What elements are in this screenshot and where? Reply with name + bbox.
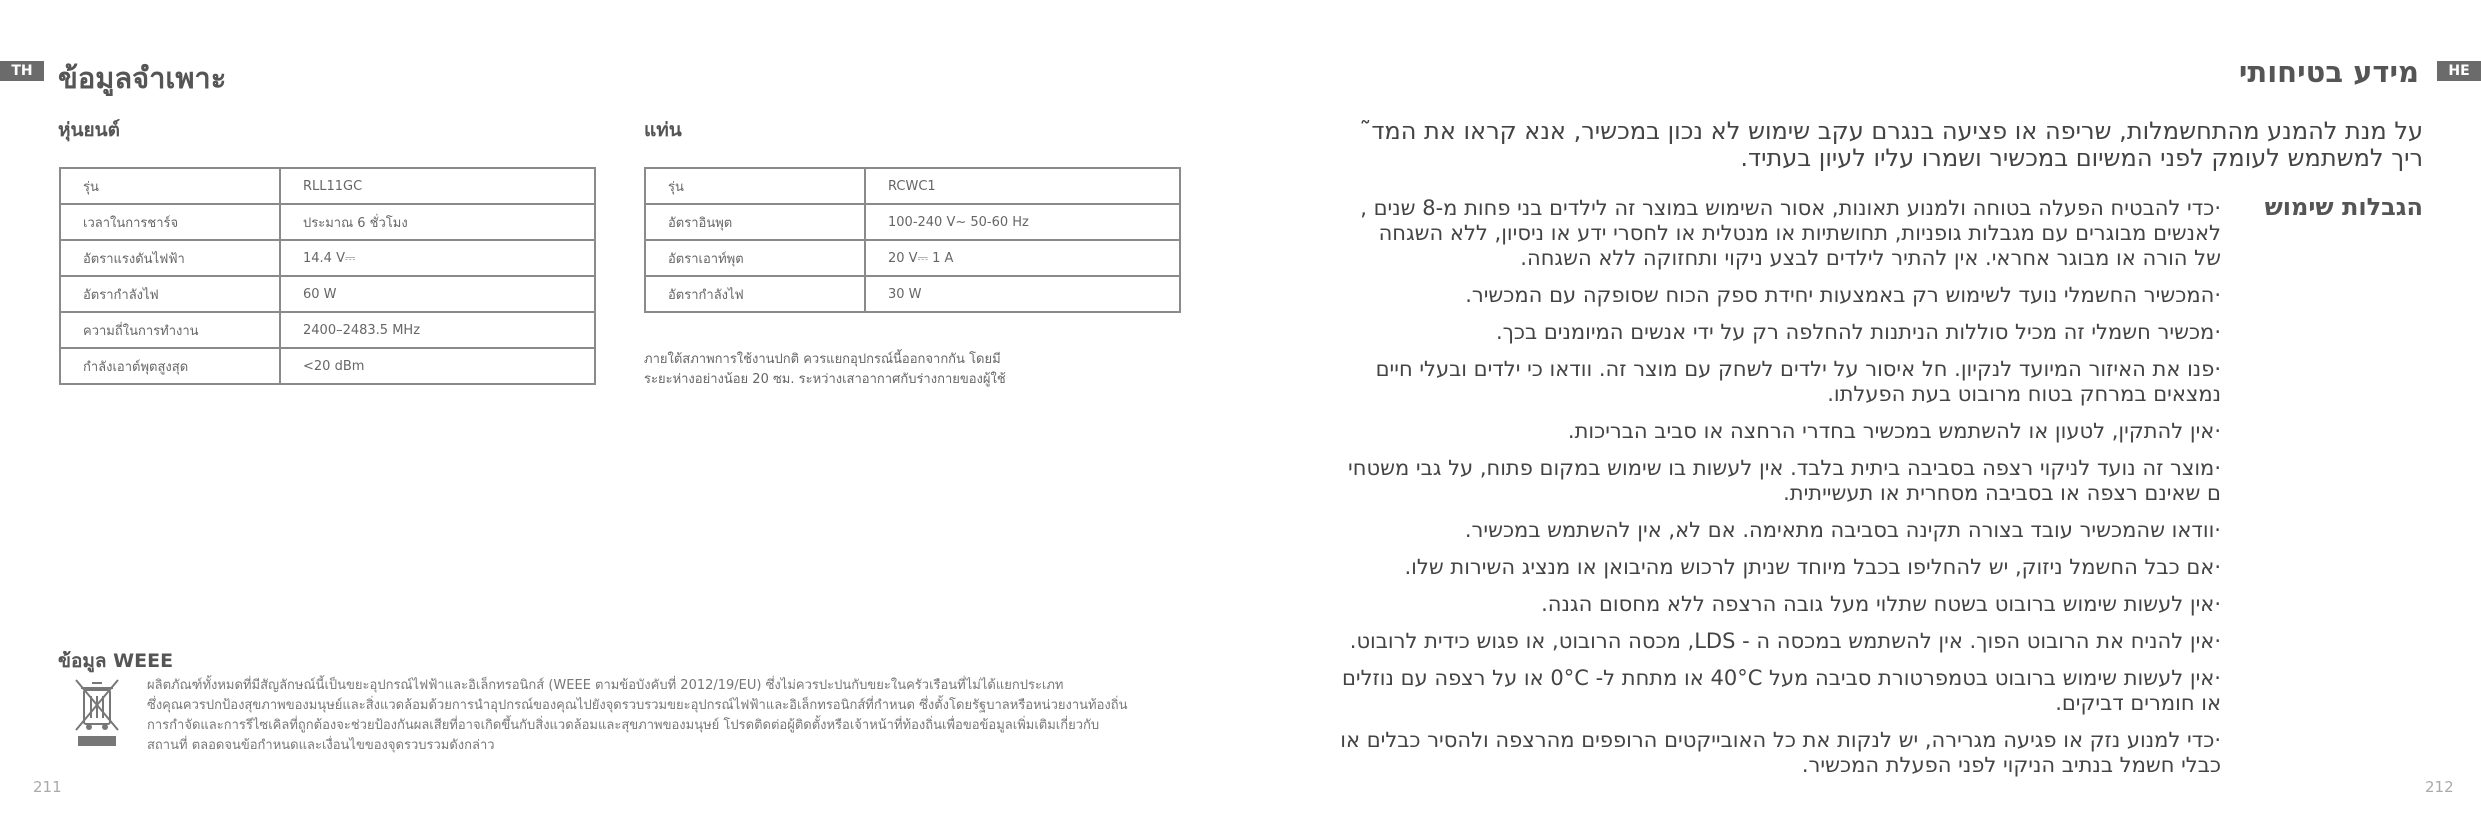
spec-label: อัตรากำลังไฟ xyxy=(645,276,865,312)
restriction-line: נמצאים במרחק בטוח מרובוט בעת הפעלתו. xyxy=(1827,382,2221,406)
restriction-item xyxy=(1221,592,2221,617)
spec-row xyxy=(60,312,595,348)
restriction-item xyxy=(1221,456,2221,506)
spec-row xyxy=(60,276,595,312)
spec-label: กำลังเอาต์พุตสูงสุด xyxy=(60,348,280,384)
restriction-item xyxy=(1221,666,2221,716)
rf-exposure-note xyxy=(644,350,1204,390)
spec-label: รุ่น xyxy=(60,168,280,204)
weee-text xyxy=(147,676,1207,756)
spec-value: <20 dBm xyxy=(280,348,595,384)
restriction-item xyxy=(1221,357,2221,407)
spec-value: 30 W xyxy=(865,276,1180,312)
restriction-item xyxy=(1221,555,2221,580)
restriction-line: ·כדי להבטיח הפעלה בטוחה ולמנוע תאונות, אסור השימוש במוצר זה לילדים בני פחות מ-8 שנים , xyxy=(1360,196,2221,220)
safety-intro xyxy=(1223,118,2423,172)
restriction-line: של הורה או מבוגר אחראי. אין להתיר לילדים לבצע ניקוי ותחזוקה ללא השגחה. xyxy=(1520,246,2221,270)
spec-label: อัตราแรงดันไฟฟ้า xyxy=(60,240,280,276)
spec-row xyxy=(60,204,595,240)
restriction-item xyxy=(1221,419,2221,444)
weee-text-line: ผลิตภัณฑ์ทั้งหมดที่มีสัญลักษณ์นี้เป็นขยะอุปกรณ์ไฟฟ้าและอิเล็กทรอนิกส์ (WEEE ตามข้อบังคับที่ 2012/19/EU) ซึ่งไม่ควรปะปนกับขยะในครัวเรือนที่ไม่ได้แยกประเภท xyxy=(147,678,1064,693)
page-title-specifications: ข้อมูลจำเพาะ xyxy=(58,61,227,95)
restriction-line: ·מוצר זה נועד לניקוי רצפה בסביבה ביתית בלבד. אין לעשות בו שימוש במקום פתוח, על גבי משטחי xyxy=(1348,456,2221,480)
restriction-line: ·וודאו שהמכשיר עובד בצורה תקינה בסביבה מתאימה. אם לא, אין להשתמש במכשיר. xyxy=(1464,518,2221,542)
rf-note-line: ระยะห่างอย่างน้อย 20 ซม. ระหว่างเสาอากาศกับร่างกายของผู้ใช้ xyxy=(644,372,1006,387)
restriction-line: ·אם כבל החשמל ניזוק, יש להחליפו בכבל מיוחד שניתן לרכוש מהיבואן או מנציג השירות שלו. xyxy=(1404,555,2221,579)
spec-value: RLL11GC xyxy=(280,168,595,204)
restriction-line: לאנשים מבוגרים עם מגבלות גופניות, תחושתיות או מנטלית או לחסרי ידע או ניסיון, ללא השגחה xyxy=(1378,221,2221,245)
restrictions-list xyxy=(1221,196,2221,790)
language-badge-he: HE xyxy=(2437,61,2481,81)
restriction-line: ·מכשיר חשמלי זה מכיל סוללות הניתנות להחלפה רק על ידי אנשים המיומנים בכך. xyxy=(1495,320,2221,344)
restriction-item xyxy=(1221,629,2221,654)
spec-value: 2400–2483.5 MHz xyxy=(280,312,595,348)
restriction-line: ·אין להניח את הרובוט הפוך. אין להשתמש במכסה ה - LDS, מכסה הרובוט, או פגוש כידית לרובוט. xyxy=(1349,629,2221,653)
spec-row xyxy=(60,240,595,276)
restriction-line: או חומרים דביקים. xyxy=(2055,691,2221,715)
page-number-right: 212 xyxy=(2425,778,2454,796)
restriction-line: ·אין לעשות שימוש ברובוט בשטח שתלוי מעל גובה הרצפה ללא מחסום הגנה. xyxy=(1541,592,2221,616)
restriction-line: ·אין להתקין, לטעון או להשתמש במכשיר בחדרי הרחצה או סביב הבריכות. xyxy=(1567,419,2221,443)
spec-value: ประมาณ 6 ชั่วโมง xyxy=(280,204,595,240)
restriction-item xyxy=(1221,728,2221,778)
crossed-out-bin-icon xyxy=(72,676,122,748)
restriction-line: כבלי חשמל בנתיב הניקוי לפני הפעלת המכשיר. xyxy=(1801,753,2221,777)
spec-label: ความถี่ในการทำงาน xyxy=(60,312,280,348)
spec-row xyxy=(645,204,1180,240)
weee-text-line: ซึ่งคุณควรปกป้องสุขภาพของมนุษย์และสิ่งแวดล้อมด้วยการนำอุปกรณ์ของคุณไปยังจุดรวบรวมขยะอุปกรณ์ไฟฟ้าและอิเล็กทรอนิกส์ที่กำหนด ซึ่งตั้งโดยรัฐบาลหรือหน่วยงานท้องถิ่น xyxy=(147,698,1128,713)
restriction-line: ·פנו את האיזור המיועד לנקיון. חל איסור על ילדים לשחק עם מוצר זה. וודאו כי ילדים ובעלי חיים xyxy=(1375,357,2221,381)
weee-heading: ข้อมูล WEEE xyxy=(58,650,174,672)
weee-text-line: การกำจัดและการรีไซเคิลที่ถูกต้องจะช่วยป้องกันผลเสียที่อาจเกิดขึ้นกับสิ่งแวดล้อมและสุขภาพของมนุษย์ โปรดติดต่อผู้ติดตั้งหรือเจ้าหน้าที่ท้องถิ่นเพื่อขอข้อมูลเพิ่มเติมเกี่ยวกับ xyxy=(147,718,1100,733)
intro-line: ריך למשתמש לעומק לפני המשיום במכשיר ושמרו עליו לעיון בעתיד. xyxy=(1740,144,2423,172)
restriction-line: ם שאינם רצפה או בסביבה מסחרית או תעשייתית. xyxy=(1783,481,2221,505)
page-title-safety-information: מידע בטיחותי xyxy=(2238,55,2419,89)
restriction-item xyxy=(1221,196,2221,271)
spec-label: อัตรากำลังไฟ xyxy=(60,276,280,312)
restriction-item xyxy=(1221,320,2221,345)
spec-label: เวลาในการชาร์จ xyxy=(60,204,280,240)
spec-row xyxy=(60,348,595,384)
usage-restrictions-heading: הגבלות שימוש xyxy=(2264,193,2423,221)
spec-row xyxy=(645,240,1180,276)
spec-value: 20 V⎓ 1 A xyxy=(865,240,1180,276)
restriction-item xyxy=(1221,518,2221,543)
spec-label: อัตราเอาท์พุต xyxy=(645,240,865,276)
language-badge-th: TH xyxy=(0,61,44,81)
spec-row xyxy=(645,168,1180,204)
spec-value: 14.4 V⎓ xyxy=(280,240,595,276)
weee-text-line: สถานที่ ตลอดจนข้อกำหนดและเงื่อนไขของจุดรวบรวมดังกล่าว xyxy=(147,738,495,753)
spec-label: รุ่น xyxy=(645,168,865,204)
spec-value: 100-240 V~ 50-60 Hz xyxy=(865,204,1180,240)
spec-value: 60 W xyxy=(280,276,595,312)
robot-spec-table xyxy=(59,167,596,385)
robot-heading: หุ่นยนต์ xyxy=(58,119,120,141)
page-number-left: 211 xyxy=(33,778,62,796)
restriction-item xyxy=(1221,283,2221,308)
dock-spec-table xyxy=(644,167,1181,313)
spec-row xyxy=(645,276,1180,312)
spec-label: อัตราอินพุต xyxy=(645,204,865,240)
dock-heading: แท่น xyxy=(644,119,682,141)
spec-value: RCWC1 xyxy=(865,168,1180,204)
restriction-line: ·אין לעשות שימוש ברובוט בטמפרטורת סביבה מעל 40°C או מתחת ל- 0°C או על רצפה עם נוזלים xyxy=(1341,666,2221,690)
rf-note-line: ภายใต้สภาพการใช้งานปกติ ควรแยกอุปกรณ์นี้ออกจากกัน โดยมี xyxy=(644,352,1001,367)
spec-row xyxy=(60,168,595,204)
intro-line: על מנת להמנע מהתחשמלות, שריפה או פציעה בנגרם עקב שימוש לא נכון במכשיר, אנא קראו את המד˜ xyxy=(1359,117,2423,145)
restriction-line: ·המכשיר החשמלי נועד לשימוש רק באמצעות יחידת ספק הכוח שסופקה עם המכשיר. xyxy=(1465,283,2221,307)
restriction-line: ·כדי למנוע נזק או פגיעה מגרירה, יש לנקות את כל האובייקטים הרופפים מהרצפה ולהסיר כבלים או xyxy=(1340,728,2221,752)
